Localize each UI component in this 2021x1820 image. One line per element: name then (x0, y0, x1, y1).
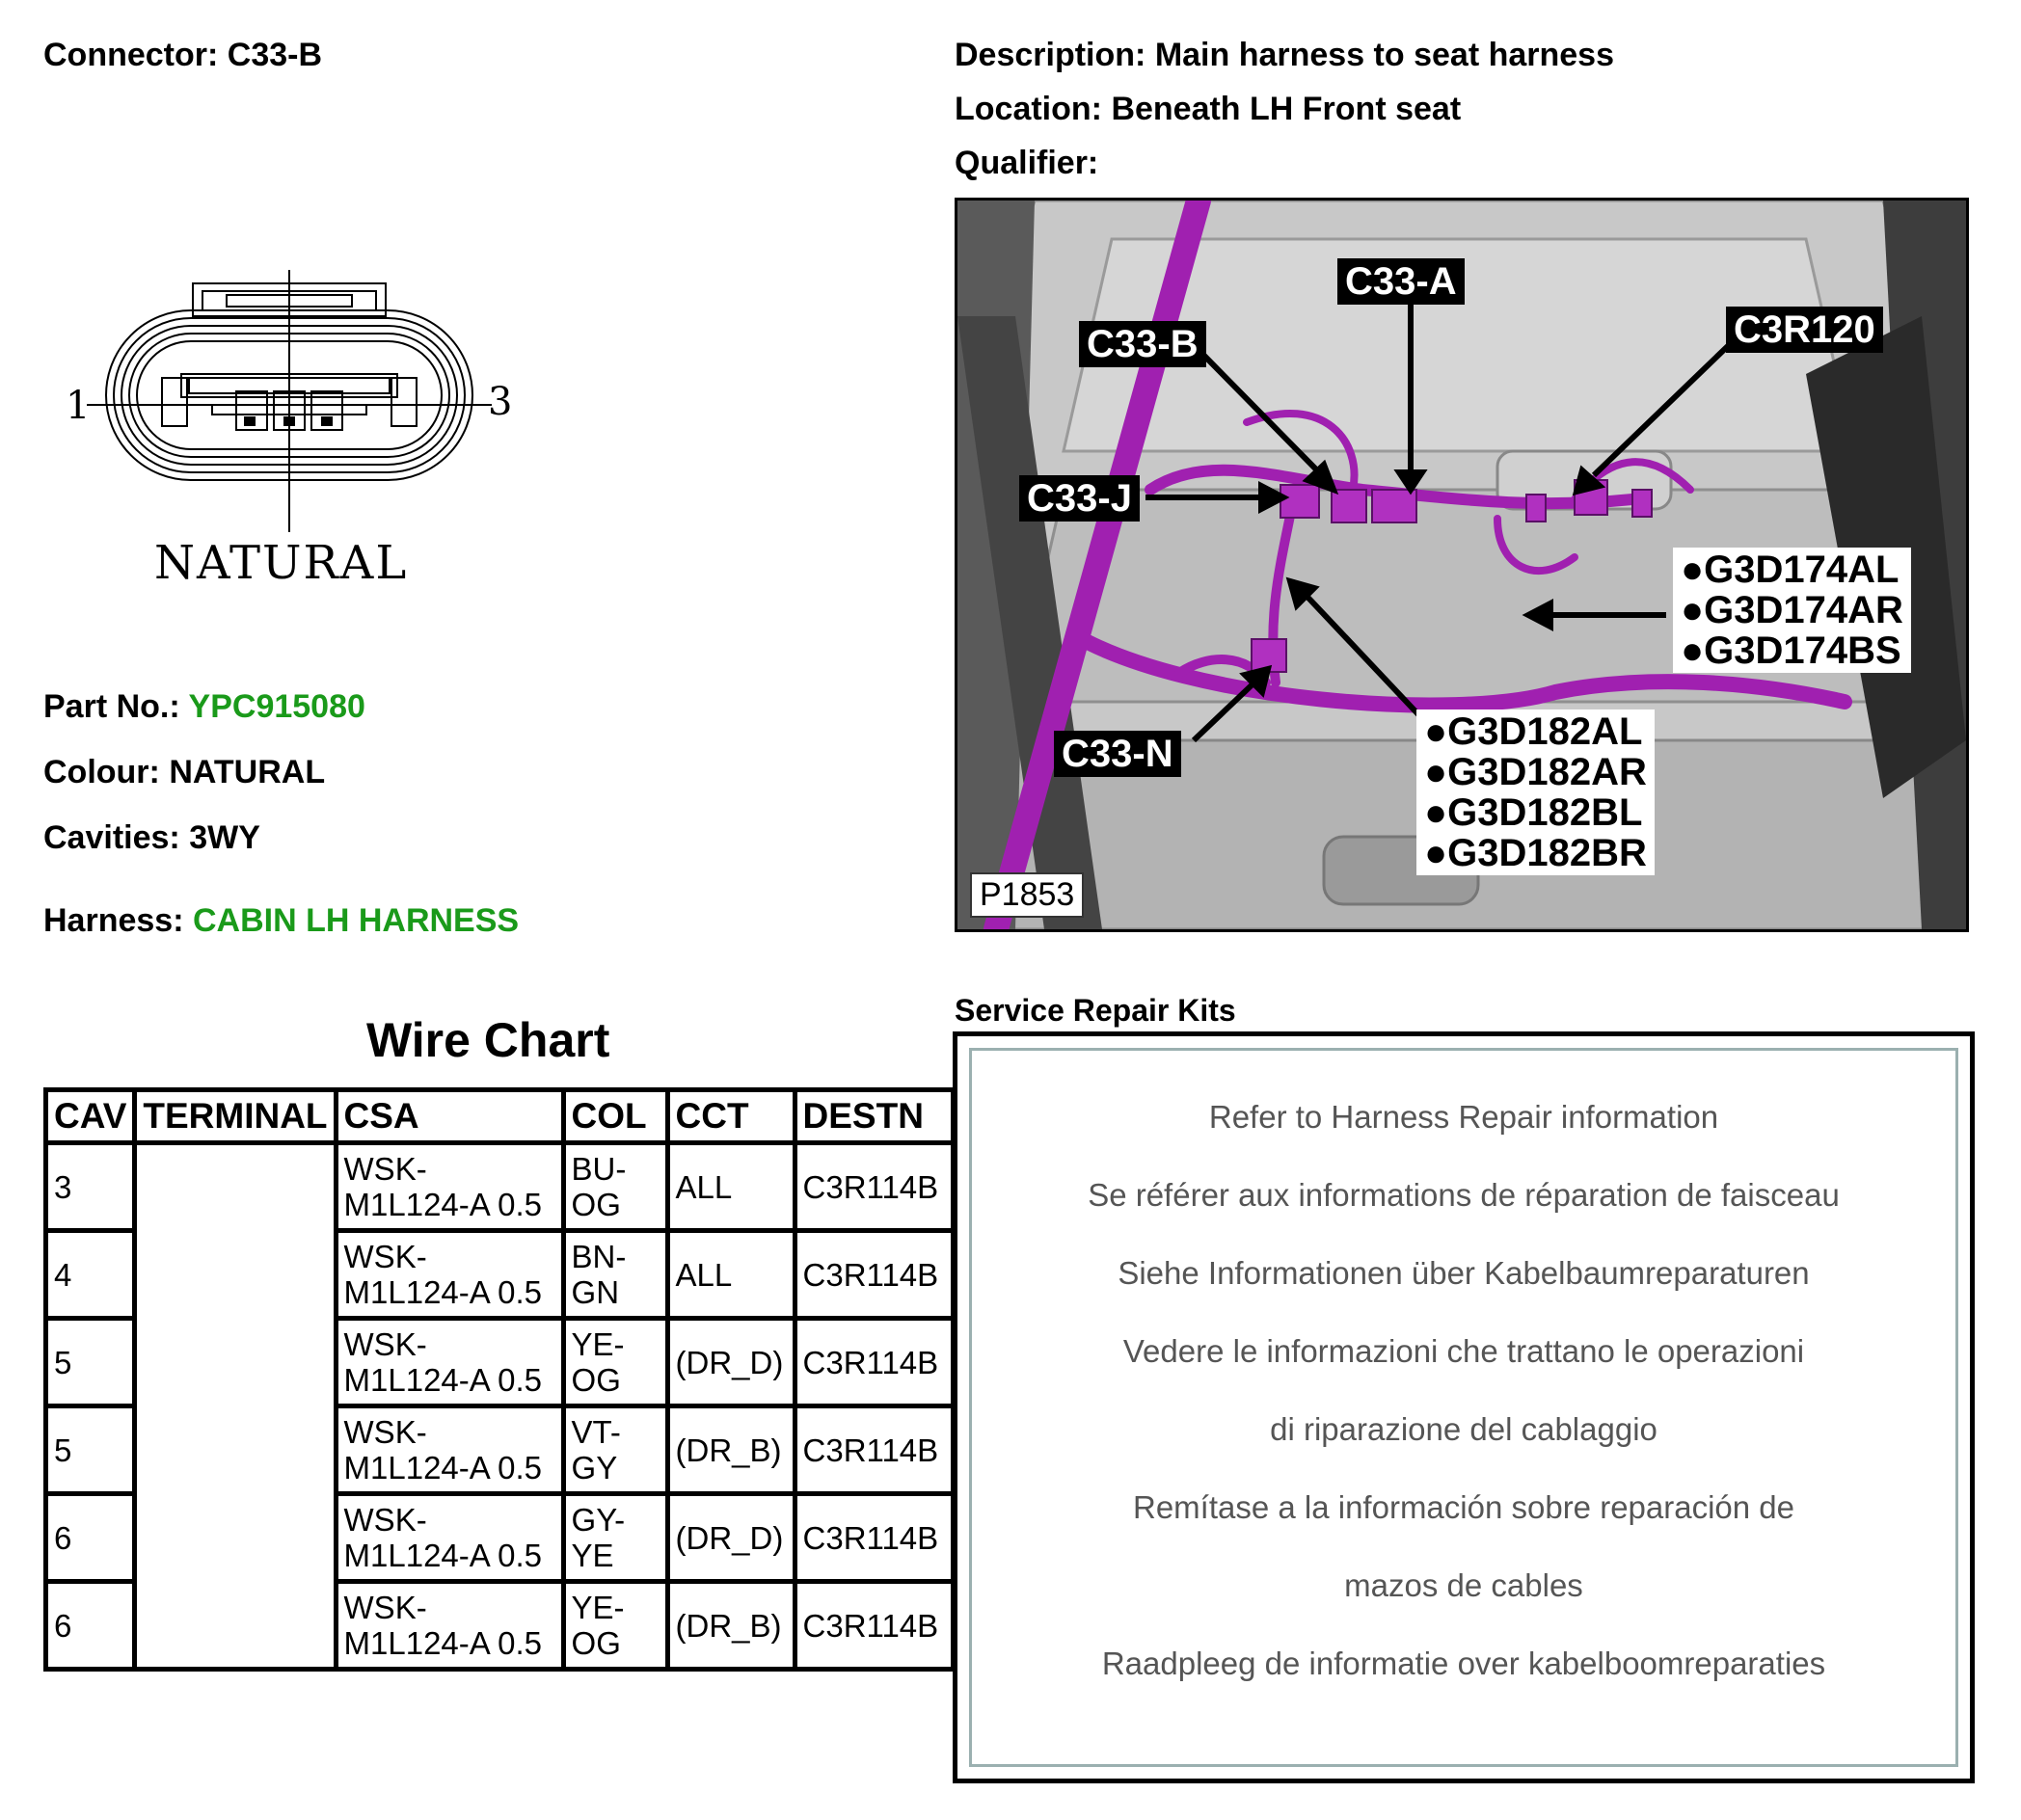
splice-g3d182al: ●G3D182AL (1424, 710, 1643, 753)
col-header-col: COL (563, 1090, 667, 1143)
csa-line-2: M1L124-A 0.5 (343, 1362, 543, 1398)
col-header-cct: CCT (667, 1090, 795, 1143)
figure-id: P1853 (970, 872, 1084, 918)
col-line-2: GY (571, 1450, 618, 1485)
cavities-line (43, 819, 260, 857)
connector-label: Connector: (43, 37, 219, 73)
cell-csa (336, 1494, 563, 1582)
table-row (46, 1143, 954, 1231)
description-value: Main harness to seat harness (1154, 37, 1614, 73)
col-line-1: GY- (571, 1502, 626, 1538)
callout-c33-a: C33-A (1337, 258, 1465, 305)
cell-cct: (DR_B) (667, 1406, 795, 1494)
col-line-2: YE (571, 1538, 614, 1573)
csa-line-1: WSK- (343, 1590, 427, 1625)
csa-line-2: M1L124-A 0.5 (343, 1450, 543, 1485)
service-line: Remítase a la información sobre reparación de (1132, 1489, 1795, 1525)
col-header-terminal: TERMINAL (135, 1090, 336, 1143)
service-line: di riparazione del cablaggio (1270, 1411, 1657, 1447)
cell-terminal (135, 1143, 336, 1670)
callout-group-g3d182 (1416, 709, 1655, 875)
pin-1-label: 1 (66, 384, 91, 428)
service-line: Se référer aux informations de réparation de faisceau (1088, 1177, 1840, 1213)
service-line: mazos de cables (1344, 1567, 1583, 1603)
callout-group-g3d174 (1673, 548, 1911, 673)
csa-line-1: WSK- (343, 1326, 427, 1362)
part-label: Part No.: (43, 688, 180, 725)
part-number-line (43, 688, 365, 726)
connector-face-diagram (67, 270, 511, 598)
colour-value: NATURAL (169, 754, 326, 790)
harness-line (43, 902, 519, 940)
cell-destn: C3R114B (795, 1143, 953, 1231)
wire-chart-table (43, 1087, 956, 1672)
csa-line-1: WSK- (343, 1151, 427, 1187)
service-line: Raadpleeg de informatie over kabelboomreparaties (1101, 1646, 1826, 1681)
col-header-destn: DESTN (795, 1090, 953, 1143)
description-label: Description: (955, 37, 1146, 73)
cell-destn: C3R114B (795, 1406, 953, 1494)
col-line-1: BU- (571, 1151, 627, 1187)
cell-col (563, 1406, 667, 1494)
cavities-value: 3WY (189, 819, 260, 856)
cavities-label: Cavities: (43, 819, 180, 856)
service-line: Siehe Informationen über Kabelbaumreparaturen (1118, 1255, 1810, 1291)
colour-line (43, 754, 325, 791)
cell-cav: 6 (46, 1494, 135, 1582)
pin-3-label: 3 (488, 380, 513, 424)
location-label: Location: (955, 91, 1102, 127)
callout-c33-n: C33-N (1054, 731, 1181, 777)
csa-line-2: M1L124-A 0.5 (343, 1274, 543, 1310)
cell-col (563, 1143, 667, 1231)
col-header-cav: CAV (46, 1090, 135, 1143)
col-line-2: GN (571, 1274, 620, 1310)
splice-g3d174ar: ●G3D174AR (1681, 589, 1903, 631)
cell-cav: 5 (46, 1406, 135, 1494)
csa-line-1: WSK- (343, 1239, 427, 1274)
cell-destn: C3R114B (795, 1319, 953, 1406)
splice-g3d174al: ●G3D174AL (1681, 549, 1900, 591)
cell-csa (336, 1319, 563, 1406)
service-line: Vedere le informazioni che trattano le operazioni (1122, 1333, 1805, 1369)
cell-cav: 4 (46, 1231, 135, 1319)
cell-col (563, 1494, 667, 1582)
service-line: Refer to Harness Repair information (1208, 1099, 1719, 1135)
splice-g3d174bs: ●G3D174BS (1681, 629, 1901, 672)
service-kits-box (953, 1031, 1975, 1783)
service-kits-inner (969, 1048, 1958, 1767)
splice-g3d182ar: ●G3D182AR (1424, 751, 1647, 793)
cell-destn: C3R114B (795, 1582, 953, 1670)
location-value: Beneath LH Front seat (1111, 91, 1462, 127)
callout-c33-b: C33-B (1079, 321, 1206, 367)
csa-line-2: M1L124-A 0.5 (343, 1187, 543, 1222)
cell-csa (336, 1143, 563, 1231)
col-line-2: OG (571, 1187, 621, 1222)
harness-label: Harness: (43, 902, 184, 939)
cell-col (563, 1582, 667, 1670)
cell-cct: (DR_B) (667, 1582, 795, 1670)
cell-col (563, 1231, 667, 1319)
cell-cav: 6 (46, 1582, 135, 1670)
cell-destn: C3R114B (795, 1494, 953, 1582)
cell-col (563, 1319, 667, 1406)
csa-line-1: WSK- (343, 1414, 427, 1450)
splice-g3d182bl: ●G3D182BL (1424, 791, 1643, 834)
diagram-colour-text: NATURAL (154, 536, 409, 590)
cell-cct: (DR_D) (667, 1494, 795, 1582)
csa-line-2: M1L124-A 0.5 (343, 1538, 543, 1573)
wire-chart-title: Wire Chart (366, 1013, 610, 1067)
col-header-csa: CSA (336, 1090, 563, 1143)
location-photo (955, 198, 1969, 932)
callout-c3r120: C3R120 (1726, 307, 1883, 353)
location-line (955, 91, 1461, 128)
cell-cct: ALL (667, 1143, 795, 1231)
cell-destn: C3R114B (795, 1231, 953, 1319)
callout-c33-j: C33-J (1019, 475, 1140, 522)
service-kits-title: Service Repair Kits (955, 993, 1236, 1028)
cell-csa (336, 1582, 563, 1670)
col-line-1: YE- (571, 1590, 625, 1625)
col-line-1: VT- (571, 1414, 621, 1450)
colour-label: Colour: (43, 754, 160, 790)
part-number-link[interactable]: YPC915080 (188, 688, 365, 725)
splice-g3d182br: ●G3D182BR (1424, 832, 1647, 874)
cell-csa (336, 1231, 563, 1319)
harness-link[interactable]: CABIN LH HARNESS (192, 902, 520, 939)
csa-line-2: M1L124-A 0.5 (343, 1625, 543, 1661)
col-line-1: BN- (571, 1239, 627, 1274)
col-line-2: OG (571, 1625, 621, 1661)
cell-cav: 3 (46, 1143, 135, 1231)
col-line-2: OG (571, 1362, 621, 1398)
csa-line-1: WSK- (343, 1502, 427, 1538)
qualifier-line (955, 145, 1098, 182)
qualifier-label: Qualifier: (955, 145, 1099, 181)
wire-chart-header-row (46, 1090, 954, 1143)
description-line (955, 37, 1614, 74)
cell-cct: ALL (667, 1231, 795, 1319)
cell-cct: (DR_D) (667, 1319, 795, 1406)
cell-csa (336, 1406, 563, 1494)
cell-cav: 5 (46, 1319, 135, 1406)
connector-value: C33-B (227, 37, 323, 73)
connector-heading (43, 37, 322, 74)
col-line-1: YE- (571, 1326, 625, 1362)
